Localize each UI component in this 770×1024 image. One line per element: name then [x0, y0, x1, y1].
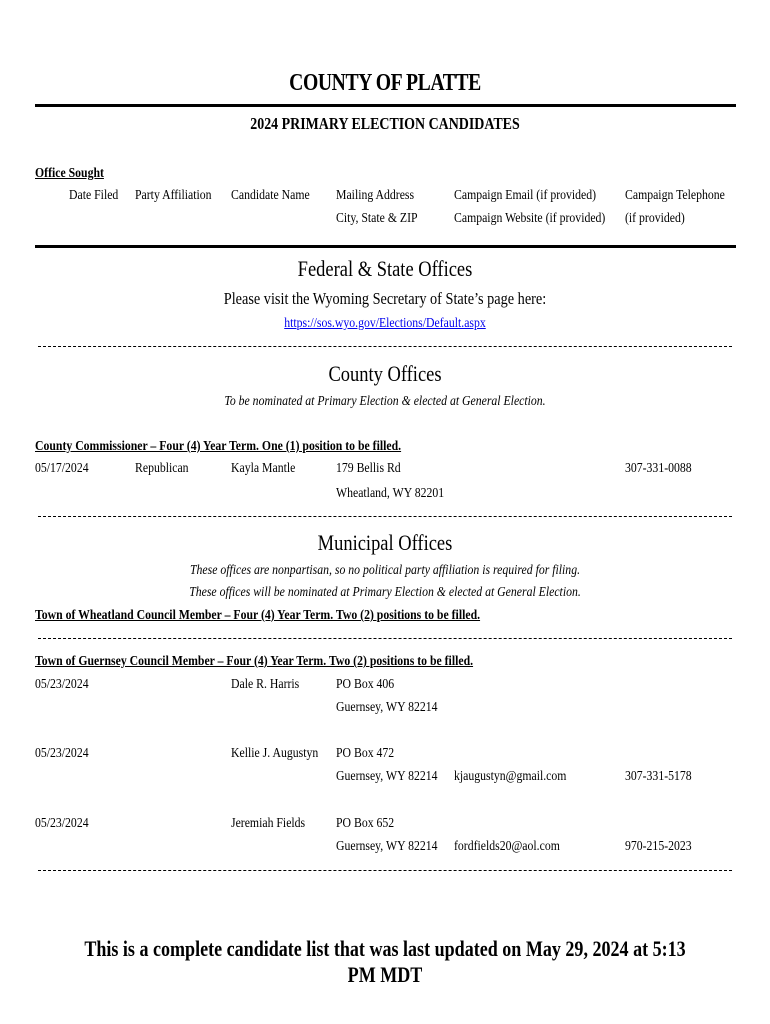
column-office-sought: Office Sought: [35, 166, 104, 181]
city-state-zip: Guernsey, WY 82214: [336, 700, 438, 715]
campaign-email: kjaugustyn@gmail.com: [454, 769, 567, 784]
federal-section-title: Federal & State Offices: [297, 256, 473, 281]
candidate-name: Dale R. Harris: [231, 677, 300, 692]
divider: [38, 516, 732, 517]
campaign-telephone: 307-331-5178: [625, 769, 692, 784]
column-date-filed: Date Filed: [69, 188, 119, 203]
candidate-name: Kayla Mantle: [231, 461, 296, 476]
column-web-1: Campaign Email (if provided): [454, 188, 597, 203]
title-rule: [35, 104, 736, 107]
divider: [38, 870, 732, 871]
office-wheatland-council: Town of Wheatland Council Member – Four (4) Year Term. Two (2) positions to be filled.: [35, 608, 481, 623]
mailing-address: 179 Bellis Rd: [336, 461, 401, 476]
date-filed: 05/23/2024: [35, 746, 89, 761]
column-phone-1: Campaign Telephone: [625, 188, 725, 203]
column-phone-2: (if provided): [625, 211, 685, 226]
campaign-telephone: 307-331-0088: [625, 461, 692, 476]
mailing-address: PO Box 652: [336, 816, 395, 831]
candidate-name: Kellie J. Augustyn: [231, 746, 319, 761]
divider: [38, 638, 732, 639]
campaign-email: fordfields20@aol.com: [454, 839, 560, 854]
county-note: To be nominated at Primary Election & elected at General Election.: [224, 394, 546, 409]
document-subtitle: 2024 PRIMARY ELECTION CANDIDATES: [250, 114, 520, 133]
sos-link[interactable]: https://sos.wyo.gov/Elections/Default.aspx: [284, 316, 486, 331]
city-state-zip: Guernsey, WY 82214: [336, 769, 438, 784]
last-updated-note: This is a complete candidate list that was last updated on May 29, 2024 at 5:13 PM MDT: [84, 936, 686, 987]
federal-note: Please visit the Wyoming Secretary of State’s page here:: [223, 289, 547, 308]
municipal-section-title: Municipal Offices: [317, 530, 453, 555]
divider: [38, 346, 732, 347]
document-title: COUNTY OF PLATTE: [289, 70, 481, 96]
column-web-2: Campaign Website (if provided): [454, 211, 606, 226]
city-state-zip: Guernsey, WY 82214: [336, 839, 438, 854]
column-candidate: Candidate Name: [231, 188, 310, 203]
header-rule: [35, 245, 736, 248]
mailing-address: PO Box 406: [336, 677, 395, 692]
date-filed: 05/23/2024: [35, 816, 89, 831]
county-section-title: County Offices: [328, 361, 442, 386]
municipal-note-2: These offices will be nominated at Primary Election & elected at General Election.: [189, 585, 581, 600]
column-address-2: City, State & ZIP: [336, 211, 418, 226]
column-party: Party Affiliation: [135, 188, 212, 203]
column-address-1: Mailing Address: [336, 188, 415, 203]
city-state-zip: Wheatland, WY 82201: [336, 486, 445, 501]
mailing-address: PO Box 472: [336, 746, 395, 761]
municipal-note-1: These offices are nonpartisan, so no political party affiliation is required for filing.: [189, 563, 581, 578]
date-filed: 05/23/2024: [35, 677, 89, 692]
candidate-name: Jeremiah Fields: [231, 816, 306, 831]
office-county-commissioner: County Commissioner – Four (4) Year Term. One (1) position to be filled.: [35, 439, 402, 454]
campaign-telephone: 970-215-2023: [625, 839, 692, 854]
office-guernsey-council: Town of Guernsey Council Member – Four (4) Year Term. Two (2) positions to be filled.: [35, 654, 474, 669]
date-filed: 05/17/2024: [35, 461, 89, 476]
party-affiliation: Republican: [135, 461, 189, 476]
federal-link-wrap: [62, 315, 709, 333]
